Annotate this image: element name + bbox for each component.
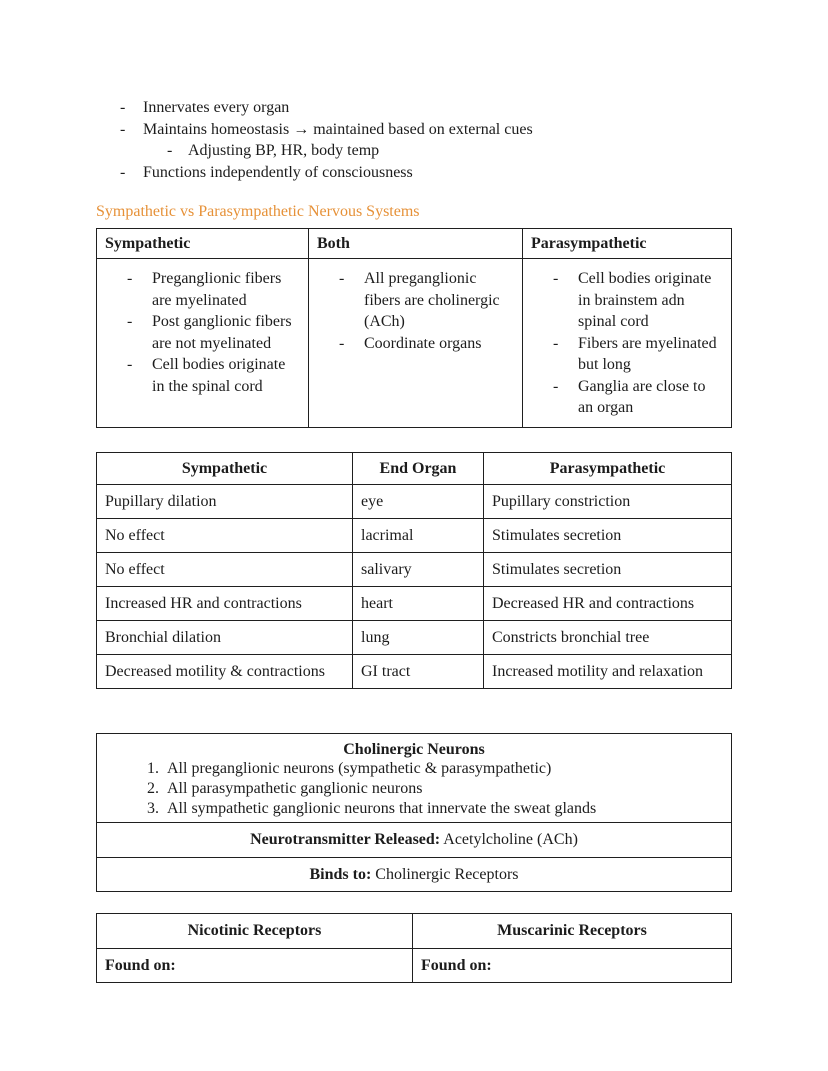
neurotransmitter-label: Neurotransmitter Released:	[250, 831, 441, 848]
table-row	[97, 552, 732, 586]
list-item-text: All parasympathetic ganglionic neurons	[167, 780, 423, 798]
column-header-both: Both	[309, 229, 523, 259]
list-item	[96, 162, 731, 184]
list-item	[105, 311, 300, 354]
list-item	[531, 376, 723, 419]
intro-bullet-list	[96, 97, 731, 183]
section-heading: Sympathetic vs Parasympathetic Nervous Systems	[96, 203, 420, 220]
dash-bullet-icon	[127, 268, 152, 311]
table-row	[97, 654, 732, 688]
list-item-text: Innervates every organ	[143, 99, 290, 116]
table-cell: heart	[353, 586, 484, 620]
column-header-parasympathetic: Parasympathetic	[484, 452, 732, 484]
column-header-end-organ: End Organ	[353, 452, 484, 484]
list-item-text: Cell bodies originate in the spinal cord	[152, 356, 286, 395]
dash-bullet-icon	[127, 311, 152, 354]
binds-to-value: Cholinergic Receptors	[375, 865, 519, 883]
list-item-text: Preganglionic fibers are myelinated	[152, 270, 282, 309]
both-cell	[309, 259, 523, 428]
list-item-text: Post ganglionic fibers are not myelinated	[152, 313, 292, 352]
table-row	[97, 948, 732, 982]
table-cell: Pupillary constriction	[484, 484, 732, 518]
list-item-sub	[96, 140, 731, 162]
table-cell: lung	[353, 620, 484, 654]
table-cell: Increased HR and contractions	[97, 586, 353, 620]
neurotransmitter-row	[97, 822, 732, 857]
list-number	[147, 779, 167, 799]
table-row	[97, 484, 732, 518]
table-cell: No effect	[97, 518, 353, 552]
cholinergic-main-cell	[97, 733, 732, 822]
dash-bullet-icon	[127, 354, 152, 397]
table-row	[97, 857, 732, 891]
list-item-text: Cell bodies originate in brainstem adn spinal cord	[578, 270, 712, 330]
list-item-text: All preganglionic neurons (sympathetic & parasympathetic)	[167, 760, 552, 778]
sympathetic-cell	[97, 259, 309, 428]
numbered-list	[105, 759, 723, 818]
list-item-text: Ganglia are close to an organ	[578, 377, 706, 416]
comparison-table	[96, 228, 732, 428]
table-cell: GI tract	[353, 654, 484, 688]
found-on-cell-nicotinic: Found on:	[97, 948, 413, 982]
list-item	[105, 799, 723, 819]
dash-bullet-icon	[339, 268, 364, 333]
dash-bullet-icon	[553, 268, 578, 333]
table-row	[97, 518, 732, 552]
list-item	[105, 779, 723, 799]
column-header-muscarinic: Muscarinic Receptors	[413, 913, 732, 948]
table-cell: lacrimal	[353, 518, 484, 552]
list-item	[317, 333, 514, 355]
table-cell: Increased motility and relaxation	[484, 654, 732, 688]
table-cell: Stimulates secretion	[484, 552, 732, 586]
found-on-cell-muscarinic: Found on:	[413, 948, 732, 982]
table-row	[97, 733, 732, 822]
table-cell: No effect	[97, 552, 353, 586]
list-item	[105, 759, 723, 779]
table-header-row	[97, 452, 732, 484]
list-item-text: All preganglionic fibers are cholinergic (ACh)	[364, 270, 500, 330]
dash-bullet-icon	[120, 97, 143, 119]
table-cell: Bronchial dilation	[97, 620, 353, 654]
dash-bullet-icon	[553, 376, 578, 419]
binds-to-label: Binds to:	[309, 865, 372, 883]
list-item	[96, 97, 731, 119]
list-item-text: Fibers are myelinated but long	[578, 334, 717, 373]
dash-bullet-icon	[120, 162, 143, 184]
receptors-table	[96, 913, 732, 983]
neurotransmitter-value: Acetylcholine (ACh)	[443, 831, 578, 848]
table-row	[97, 620, 732, 654]
table-cell: Decreased HR and contractions	[484, 586, 732, 620]
table-cell: Pupillary dilation	[97, 484, 353, 518]
dash-bullet-icon	[339, 333, 364, 355]
list-item-text: All sympathetic ganglionic neurons that innervate the sweat glands	[167, 799, 597, 817]
list-item	[96, 119, 731, 141]
list-item	[531, 268, 723, 333]
list-item	[531, 333, 723, 376]
list-item-text: Adjusting BP, HR, body temp	[188, 142, 380, 159]
column-header-parasympathetic: Parasympathetic	[523, 229, 732, 259]
table-cell: Decreased motility & contractions	[97, 654, 353, 688]
list-number	[147, 799, 167, 819]
dash-bullet-icon	[553, 333, 578, 376]
list-number	[147, 759, 167, 779]
end-organ-table	[96, 452, 732, 689]
cholinergic-neurons-box	[96, 733, 732, 892]
column-header-sympathetic: Sympathetic	[97, 229, 309, 259]
list-item	[105, 354, 300, 397]
table-row	[97, 586, 732, 620]
table-row	[97, 259, 732, 428]
parasympathetic-cell	[523, 259, 732, 428]
list-item-text: Maintains homeostasis → maintained based on external cues	[143, 120, 533, 138]
column-header-nicotinic: Nicotinic Receptors	[97, 913, 413, 948]
table-header-row	[97, 229, 732, 259]
list-item	[317, 268, 514, 333]
table-row	[97, 822, 732, 857]
list-item-text: Coordinate organs	[364, 334, 482, 352]
cholinergic-main-section	[97, 734, 731, 822]
box-title: Cholinergic Neurons	[343, 740, 485, 758]
column-header-sympathetic: Sympathetic	[97, 452, 353, 484]
list-item	[105, 268, 300, 311]
table-cell: salivary	[353, 552, 484, 586]
dash-bullet-icon	[120, 119, 143, 141]
table-cell: eye	[353, 484, 484, 518]
table-cell: Constricts bronchial tree	[484, 620, 732, 654]
table-header-row	[97, 913, 732, 948]
binds-to-row	[97, 857, 732, 891]
list-item-text: Functions independently of consciousness	[143, 163, 413, 181]
table-cell: Stimulates secretion	[484, 518, 732, 552]
dash-bullet-icon	[167, 140, 188, 162]
